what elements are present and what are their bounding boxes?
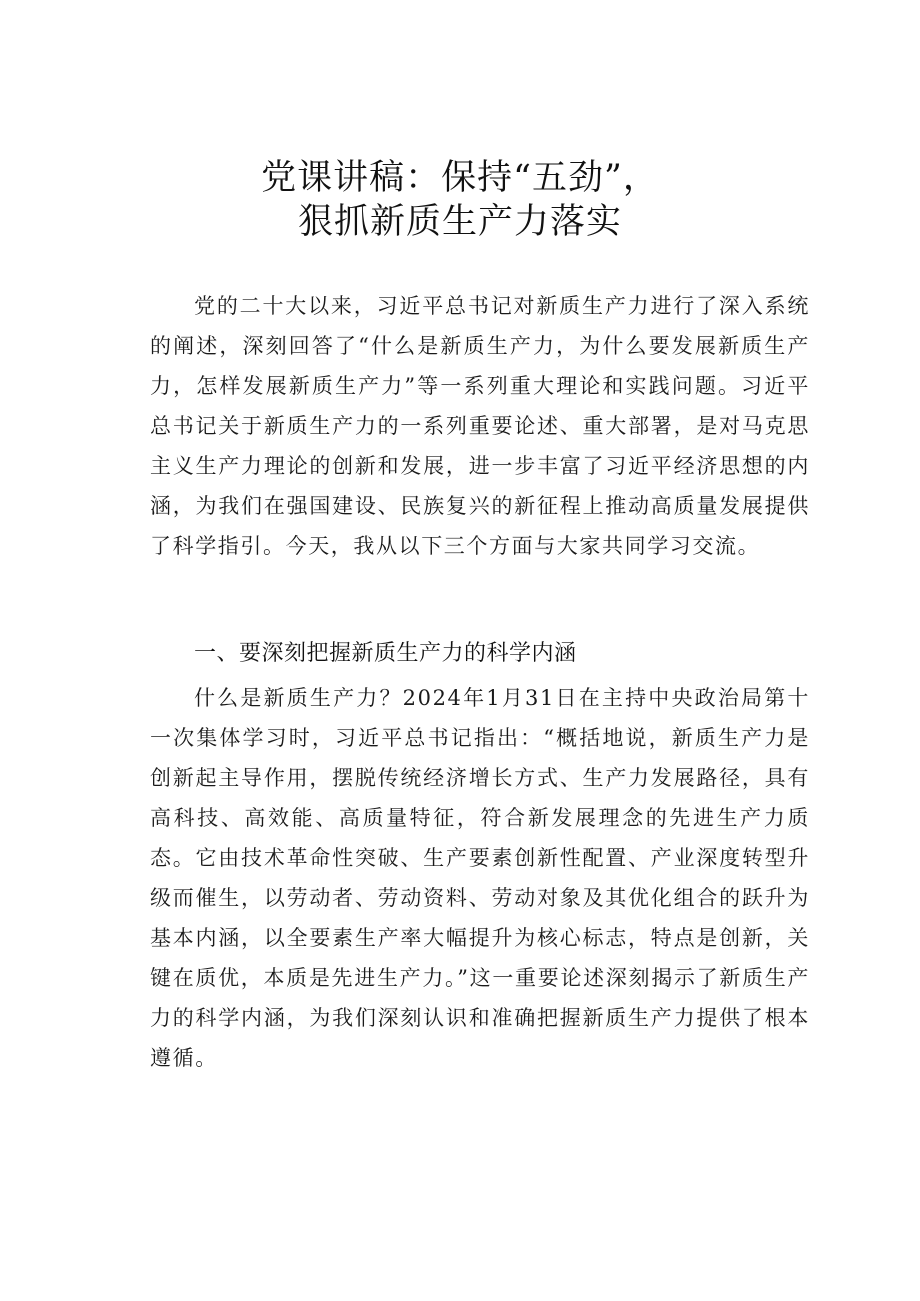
intro-paragraph: 党的二十大以来，习近平总书记对新质生产力进行了深入系统的阐述，深刻回答了“什么是新质生产力，为什么要发展新质生产力，怎样发展新质生产力”等一系列重大理论和实践问题。习近平总书记关于新质生产力的一系列重要论述、重大部署，是对马克思主义生产力理论的创新和发展，进一步丰富了习近平经济思想的内涵，为我们在强国建设、民族复兴的新征程上推动高质量发展提供了科学指引。今天，我从以下三个方面与大家共同学习交流。: [150, 294, 810, 558]
section-1-paragraph: 什么是新质生产力？2024年1月31日在主持中央政治局第十一次集体学习时，习近平总书记指出：“概括地说，新质生产力是创新起主导作用，摆脱传统经济增长方式、生产力发展路径，具有高科技、高效能、高质量特征，符合新发展理念的先进生产力质态。它由技术革命性突破、生产要素创新性配置、产业深度转型升级而催生，以劳动者、劳动资料、劳动对象及其优化组合的跃升为基本内涵，以全要素生产率大幅提升为核心标志，特点是创新，关键在质优，本质是先进生产力。”这一重要论述深刻揭示了新质生产力的科学内涵，为我们深刻认识和准确把握新质生产力提供了根本遵循。: [150, 686, 810, 1070]
document-title-line-2: 狠抓新质生产力落实: [297, 202, 622, 242]
document-title-line-1: 党课讲稿：保持“五劲”，: [261, 158, 659, 198]
section-1-heading: 一、要深刻把握新质生产力的科学内涵: [194, 641, 577, 666]
